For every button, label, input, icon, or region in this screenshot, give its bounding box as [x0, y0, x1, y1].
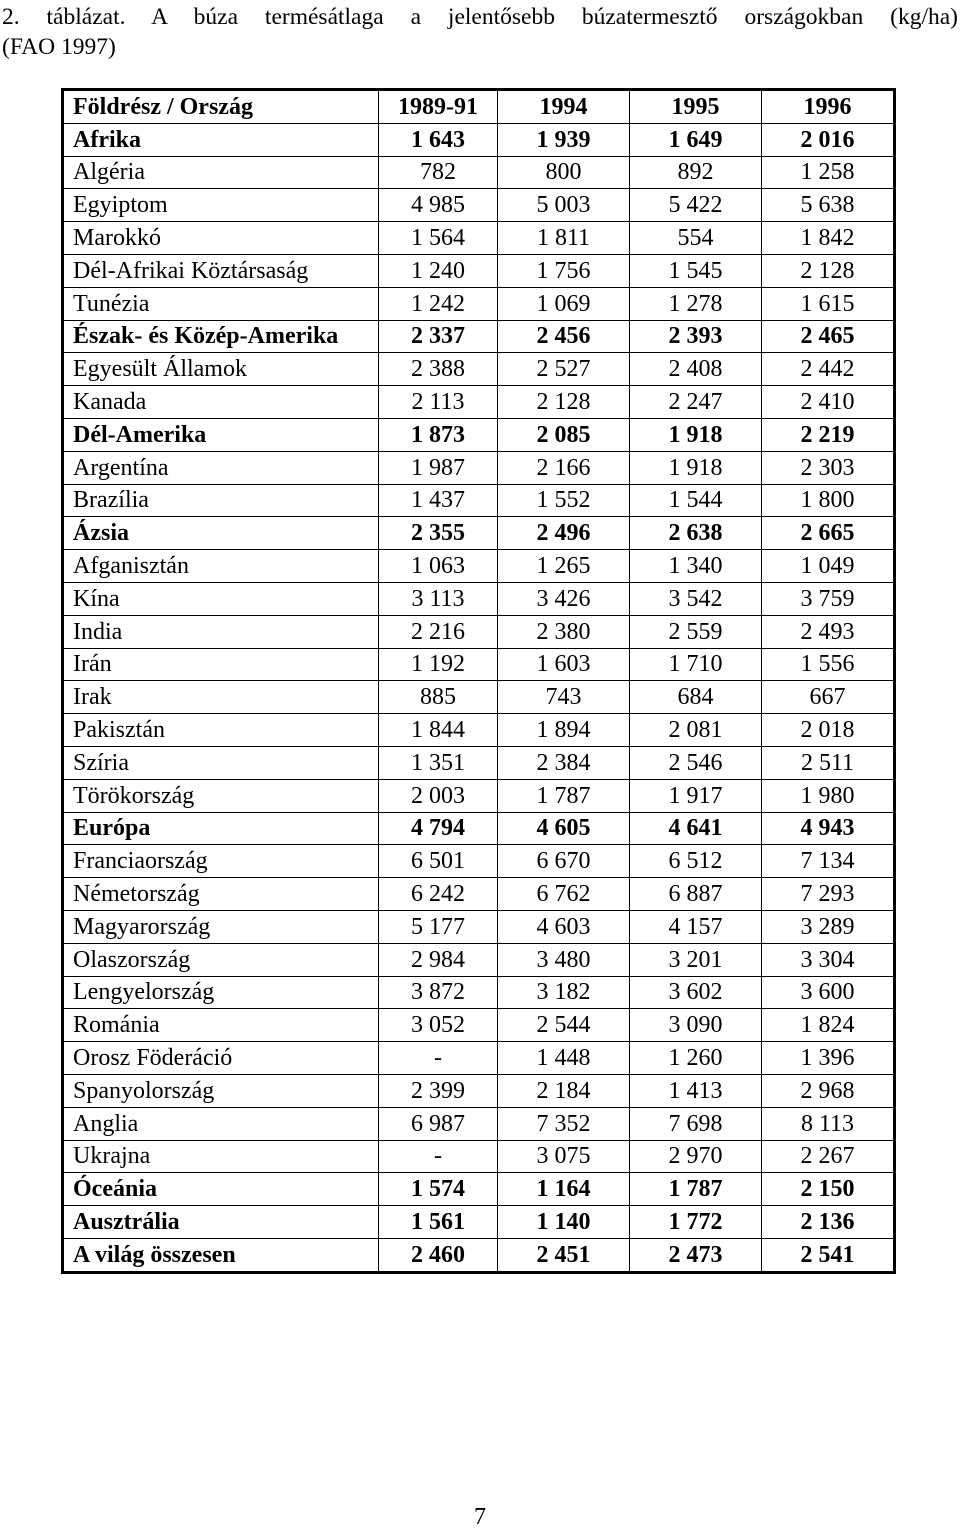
value-cell: 1 649: [630, 123, 762, 156]
value-cell: 2 496: [498, 517, 630, 550]
value-cell: 1 772: [630, 1206, 762, 1239]
value-cell: 1 351: [379, 746, 498, 779]
value-cell: 1 918: [630, 418, 762, 451]
value-cell: 1 842: [762, 222, 895, 255]
country-name-cell: Argentína: [63, 451, 379, 484]
value-cell: 1 824: [762, 1009, 895, 1042]
value-cell: 782: [379, 156, 498, 189]
column-header-1989-91: 1989-91: [379, 90, 498, 124]
table-row: [63, 287, 895, 320]
value-cell: 6 512: [630, 845, 762, 878]
country-name-cell: Óceánia: [63, 1173, 379, 1206]
value-cell: 2 442: [762, 353, 895, 386]
value-cell: 3 075: [498, 1140, 630, 1173]
value-cell: 3 182: [498, 976, 630, 1009]
value-cell: 2 018: [762, 714, 895, 747]
table-caption: 2. táblázat. A búza termésátlaga a jelentősebb búzatermesztő országokban (kg/ha): [2, 4, 958, 30]
value-cell: 4 985: [379, 189, 498, 222]
value-cell: 1 258: [762, 156, 895, 189]
table-header-row: [63, 90, 895, 124]
value-cell: 2 216: [379, 615, 498, 648]
table-row: [63, 746, 895, 779]
value-cell: 2 355: [379, 517, 498, 550]
value-cell: 2 081: [630, 714, 762, 747]
country-name-cell: Egyesült Államok: [63, 353, 379, 386]
table-row: [63, 910, 895, 943]
value-cell: 1 069: [498, 287, 630, 320]
value-cell: 1 278: [630, 287, 762, 320]
value-cell: 2 984: [379, 943, 498, 976]
value-cell: 1 437: [379, 484, 498, 517]
value-cell: 1 265: [498, 550, 630, 583]
table-row: [63, 714, 895, 747]
value-cell: 1 603: [498, 648, 630, 681]
value-cell: 1 164: [498, 1173, 630, 1206]
table-row: [63, 1074, 895, 1107]
country-name-cell: Ausztrália: [63, 1206, 379, 1239]
value-cell: 1 552: [498, 484, 630, 517]
country-name-cell: Törökország: [63, 779, 379, 812]
value-cell: 6 501: [379, 845, 498, 878]
country-name-cell: Algéria: [63, 156, 379, 189]
value-cell: 1 544: [630, 484, 762, 517]
value-cell: 1 340: [630, 550, 762, 583]
value-cell: 1 615: [762, 287, 895, 320]
value-cell: 2 970: [630, 1140, 762, 1173]
value-cell: 4 603: [498, 910, 630, 943]
value-cell: 2 399: [379, 1074, 498, 1107]
value-cell: 2 393: [630, 320, 762, 353]
country-name-cell: Németország: [63, 878, 379, 911]
country-name-cell: Afrika: [63, 123, 379, 156]
table-row: [63, 156, 895, 189]
value-cell: 5 638: [762, 189, 895, 222]
table-row: [63, 681, 895, 714]
value-cell: 3 304: [762, 943, 895, 976]
value-cell: 6 762: [498, 878, 630, 911]
table-row: [63, 1042, 895, 1075]
value-cell: 6 987: [379, 1107, 498, 1140]
value-cell: 2 384: [498, 746, 630, 779]
country-name-cell: Spanyolország: [63, 1074, 379, 1107]
value-cell: 2 166: [498, 451, 630, 484]
value-cell: 1 987: [379, 451, 498, 484]
value-cell: 1 710: [630, 648, 762, 681]
value-cell: 1 980: [762, 779, 895, 812]
value-cell: 1 574: [379, 1173, 498, 1206]
column-header-1994: 1994: [498, 90, 630, 124]
column-header-1995: 1995: [630, 90, 762, 124]
table-row: [63, 1173, 895, 1206]
value-cell: 2 559: [630, 615, 762, 648]
value-cell: 2 380: [498, 615, 630, 648]
value-cell: 3 602: [630, 976, 762, 1009]
value-cell: 2 150: [762, 1173, 895, 1206]
value-cell: 1 800: [762, 484, 895, 517]
table-row: [63, 1107, 895, 1140]
country-name-cell: Románia: [63, 1009, 379, 1042]
value-cell: 5 422: [630, 189, 762, 222]
value-cell: 4 641: [630, 812, 762, 845]
value-cell: 1 260: [630, 1042, 762, 1075]
value-cell: 3 759: [762, 582, 895, 615]
value-cell: 3 426: [498, 582, 630, 615]
value-cell: 6 242: [379, 878, 498, 911]
country-name-cell: Lengyelország: [63, 976, 379, 1009]
column-header-country: Földrész / Ország: [63, 90, 379, 124]
value-cell: 2 408: [630, 353, 762, 386]
value-cell: 3 090: [630, 1009, 762, 1042]
value-cell: 892: [630, 156, 762, 189]
value-cell: 8 113: [762, 1107, 895, 1140]
table-row: [63, 517, 895, 550]
country-name-cell: Marokkó: [63, 222, 379, 255]
table-row: [63, 550, 895, 583]
value-cell: 6 670: [498, 845, 630, 878]
country-name-cell: Irak: [63, 681, 379, 714]
value-cell: 3 542: [630, 582, 762, 615]
value-cell: 6 887: [630, 878, 762, 911]
country-name-cell: India: [63, 615, 379, 648]
value-cell: 2 136: [762, 1206, 895, 1239]
country-name-cell: Irán: [63, 648, 379, 681]
value-cell: 667: [762, 681, 895, 714]
value-cell: 1 844: [379, 714, 498, 747]
country-name-cell: Tunézia: [63, 287, 379, 320]
country-name-cell: Olaszország: [63, 943, 379, 976]
value-cell: 4 794: [379, 812, 498, 845]
country-name-cell: Brazília: [63, 484, 379, 517]
table-row: [63, 222, 895, 255]
value-cell: 1 192: [379, 648, 498, 681]
table-row: [63, 1238, 895, 1272]
value-cell: 2 337: [379, 320, 498, 353]
value-cell: 2 451: [498, 1238, 630, 1272]
value-cell: 885: [379, 681, 498, 714]
value-cell: 2 128: [498, 386, 630, 419]
table-row: [63, 123, 895, 156]
value-cell: 2 544: [498, 1009, 630, 1042]
value-cell: 2 465: [762, 320, 895, 353]
value-cell: 5 003: [498, 189, 630, 222]
table-row: [63, 1206, 895, 1239]
country-name-cell: Ukrajna: [63, 1140, 379, 1173]
table-row: [63, 615, 895, 648]
country-name-cell: Dél-Afrikai Köztársaság: [63, 254, 379, 287]
value-cell: 1 413: [630, 1074, 762, 1107]
value-cell: 2 003: [379, 779, 498, 812]
value-cell: 1 545: [630, 254, 762, 287]
value-cell: 1 556: [762, 648, 895, 681]
value-cell: 3 289: [762, 910, 895, 943]
value-cell: 2 527: [498, 353, 630, 386]
country-name-cell: Európa: [63, 812, 379, 845]
value-cell: 2 968: [762, 1074, 895, 1107]
value-cell: 2 541: [762, 1238, 895, 1272]
value-cell: 2 113: [379, 386, 498, 419]
value-cell: 2 511: [762, 746, 895, 779]
country-name-cell: Kína: [63, 582, 379, 615]
table-row: [63, 976, 895, 1009]
value-cell: 1 448: [498, 1042, 630, 1075]
table-row: [63, 484, 895, 517]
table-row: [63, 353, 895, 386]
value-cell: 3 052: [379, 1009, 498, 1042]
value-cell: 3 600: [762, 976, 895, 1009]
value-cell: 1 894: [498, 714, 630, 747]
country-name-cell: Pakisztán: [63, 714, 379, 747]
value-cell: 1 049: [762, 550, 895, 583]
value-cell: 7 352: [498, 1107, 630, 1140]
table-row: [63, 418, 895, 451]
value-cell: 1 140: [498, 1206, 630, 1239]
value-cell: 554: [630, 222, 762, 255]
value-cell: 1 787: [498, 779, 630, 812]
column-header-1996: 1996: [762, 90, 895, 124]
value-cell: 4 605: [498, 812, 630, 845]
value-cell: 2 303: [762, 451, 895, 484]
value-cell: 1 063: [379, 550, 498, 583]
value-cell: 2 473: [630, 1238, 762, 1272]
value-cell: 1 756: [498, 254, 630, 287]
value-cell: 2 184: [498, 1074, 630, 1107]
value-cell: 4 943: [762, 812, 895, 845]
table-row: [63, 320, 895, 353]
country-name-cell: Orosz Föderáció: [63, 1042, 379, 1075]
value-cell: 2 085: [498, 418, 630, 451]
value-cell: 7 698: [630, 1107, 762, 1140]
value-cell: 2 460: [379, 1238, 498, 1272]
value-cell: 2 546: [630, 746, 762, 779]
value-cell: 2 410: [762, 386, 895, 419]
country-name-cell: Magyarország: [63, 910, 379, 943]
value-cell: 1 643: [379, 123, 498, 156]
value-cell: 2 388: [379, 353, 498, 386]
country-name-cell: Észak- és Közép-Amerika: [63, 320, 379, 353]
table-row: [63, 845, 895, 878]
value-cell: -: [379, 1140, 498, 1173]
country-name-cell: Anglia: [63, 1107, 379, 1140]
country-name-cell: Afganisztán: [63, 550, 379, 583]
table-row: [63, 878, 895, 911]
country-name-cell: Egyiptom: [63, 189, 379, 222]
country-name-cell: Ázsia: [63, 517, 379, 550]
table-row: [63, 779, 895, 812]
value-cell: 1 240: [379, 254, 498, 287]
value-cell: 1 811: [498, 222, 630, 255]
value-cell: 1 787: [630, 1173, 762, 1206]
value-cell: 3 480: [498, 943, 630, 976]
value-cell: 7 293: [762, 878, 895, 911]
value-cell: 3 201: [630, 943, 762, 976]
value-cell: 684: [630, 681, 762, 714]
value-cell: 1 564: [379, 222, 498, 255]
value-cell: 1 396: [762, 1042, 895, 1075]
value-cell: 3 872: [379, 976, 498, 1009]
value-cell: 2 456: [498, 320, 630, 353]
value-cell: 4 157: [630, 910, 762, 943]
table-row: [63, 812, 895, 845]
table-row: [63, 582, 895, 615]
country-name-cell: Kanada: [63, 386, 379, 419]
value-cell: 2 267: [762, 1140, 895, 1173]
value-cell: 1 917: [630, 779, 762, 812]
value-cell: 2 493: [762, 615, 895, 648]
country-name-cell: Dél-Amerika: [63, 418, 379, 451]
table-row: [63, 386, 895, 419]
value-cell: -: [379, 1042, 498, 1075]
table-row: [63, 648, 895, 681]
table-row: [63, 189, 895, 222]
value-cell: 1 873: [379, 418, 498, 451]
value-cell: 2 247: [630, 386, 762, 419]
value-cell: 743: [498, 681, 630, 714]
value-cell: 2 665: [762, 517, 895, 550]
value-cell: 1 918: [630, 451, 762, 484]
value-cell: 2 638: [630, 517, 762, 550]
country-name-cell: Franciaország: [63, 845, 379, 878]
table-row: [63, 451, 895, 484]
country-name-cell: A világ összesen: [63, 1238, 379, 1272]
table-caption-source: (FAO 1997): [2, 34, 116, 60]
table-row: [63, 1140, 895, 1173]
value-cell: 1 939: [498, 123, 630, 156]
table-row: [63, 254, 895, 287]
value-cell: 2 016: [762, 123, 895, 156]
table-row: [63, 943, 895, 976]
value-cell: 7 134: [762, 845, 895, 878]
value-cell: 2 128: [762, 254, 895, 287]
value-cell: 5 177: [379, 910, 498, 943]
country-name-cell: Szíria: [63, 746, 379, 779]
page-number: 7: [474, 1504, 486, 1530]
value-cell: 800: [498, 156, 630, 189]
wheat-yield-table: [61, 88, 896, 1274]
value-cell: 1 242: [379, 287, 498, 320]
value-cell: 2 219: [762, 418, 895, 451]
value-cell: 3 113: [379, 582, 498, 615]
table-row: [63, 1009, 895, 1042]
value-cell: 1 561: [379, 1206, 498, 1239]
